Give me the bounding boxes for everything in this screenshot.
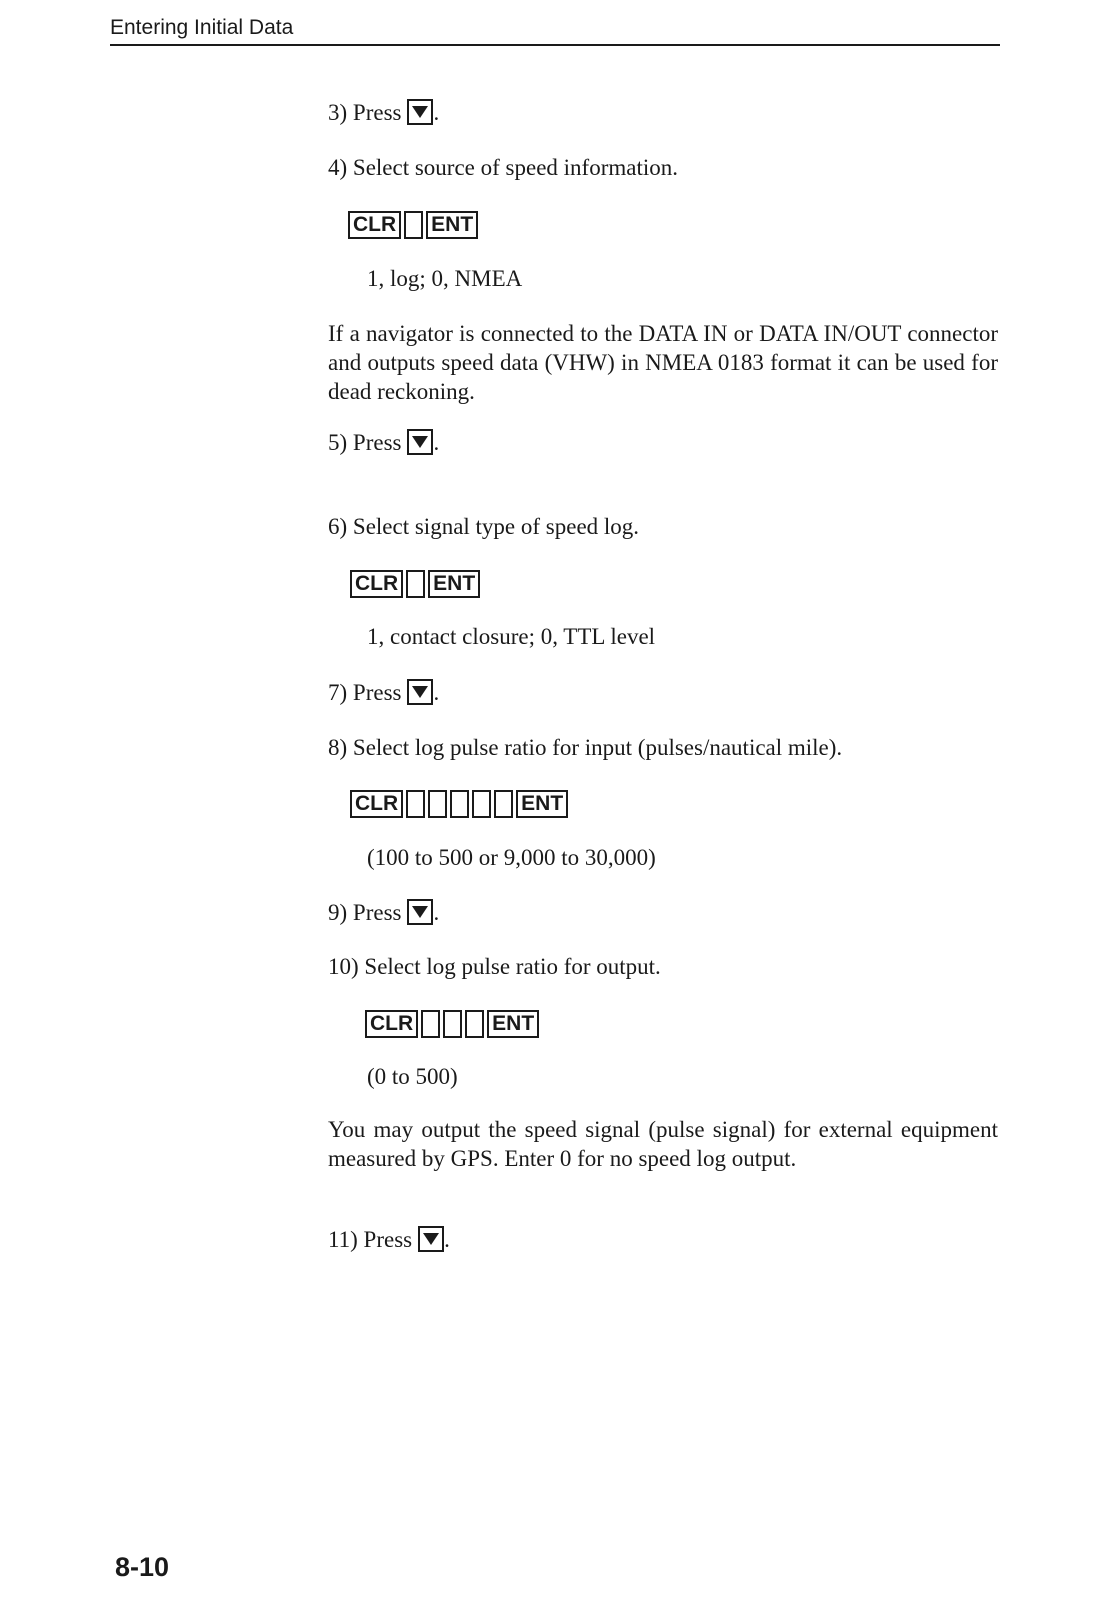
step-11: 11) Press . — [328, 1227, 450, 1252]
page-number: 8-10 — [115, 1552, 170, 1582]
step-7-text: 7) Press — [328, 680, 402, 705]
input-slot — [472, 790, 491, 818]
step-6-text: 6) Select signal type of speed log. — [328, 514, 640, 539]
step-3-text: 3) Press — [328, 100, 402, 125]
down-arrow-icon — [407, 99, 433, 125]
input-slot — [406, 570, 425, 598]
down-arrow-icon — [407, 429, 433, 455]
step-5: 5) Press . — [328, 430, 440, 455]
paragraph-navigator: If a navigator is connected to the DATA IN or DATA IN/OUT connector and outputs speed data (VHW) in NMEA 0183 format it can be used for dead reckoning. — [328, 321, 998, 404]
input-slot — [450, 790, 469, 818]
step-4-key-sequence — [348, 209, 478, 241]
step-4-text: 4) Select source of speed information. — [328, 155, 678, 180]
step-5-text: 5) Press — [328, 430, 402, 455]
clr-key: CLR — [365, 1010, 418, 1038]
down-arrow-icon — [407, 899, 433, 925]
step-11-text: 11) Press — [328, 1227, 413, 1252]
step-6-note: 1, contact closure; 0, TTL level — [367, 624, 656, 649]
step-8-key-sequence — [350, 788, 568, 820]
header-title: Entering Initial Data — [110, 16, 294, 39]
step-9-text: 9) Press — [328, 900, 402, 925]
page-header — [110, 14, 1000, 46]
clr-key: CLR — [350, 570, 403, 598]
step-3: 3) Press . — [328, 100, 440, 125]
down-arrow-icon — [418, 1226, 444, 1252]
input-slot — [494, 790, 513, 818]
step-6-key-sequence — [350, 568, 480, 600]
input-slot — [404, 211, 423, 239]
step-10-note: (0 to 500) — [367, 1064, 458, 1089]
ent-key: ENT — [428, 570, 480, 598]
step-8-text: 8) Select log pulse ratio for input (pulses/nautical mile). — [328, 735, 843, 760]
step-4-note: 1, log; 0, NMEA — [367, 266, 523, 291]
step-7: 7) Press . — [328, 680, 440, 705]
down-arrow-icon — [407, 679, 433, 705]
step-10-text: 10) Select log pulse ratio for output. — [328, 954, 661, 979]
input-slot — [406, 790, 425, 818]
ent-key: ENT — [487, 1010, 539, 1038]
paragraph-output: You may output the speed signal (pulse signal) for external equipment measured by GPS. Enter 0 for no speed log output. — [328, 1117, 998, 1171]
input-slot — [443, 1010, 462, 1038]
step-8-note: (100 to 500 or 9,000 to 30,000) — [367, 845, 656, 870]
ent-key: ENT — [426, 211, 478, 239]
ent-key: ENT — [516, 790, 568, 818]
clr-key: CLR — [348, 211, 401, 239]
step-9: 9) Press . — [328, 900, 440, 925]
step-10-key-sequence — [365, 1008, 539, 1040]
clr-key: CLR — [350, 790, 403, 818]
input-slot — [428, 790, 447, 818]
input-slot — [421, 1010, 440, 1038]
input-slot — [465, 1010, 484, 1038]
